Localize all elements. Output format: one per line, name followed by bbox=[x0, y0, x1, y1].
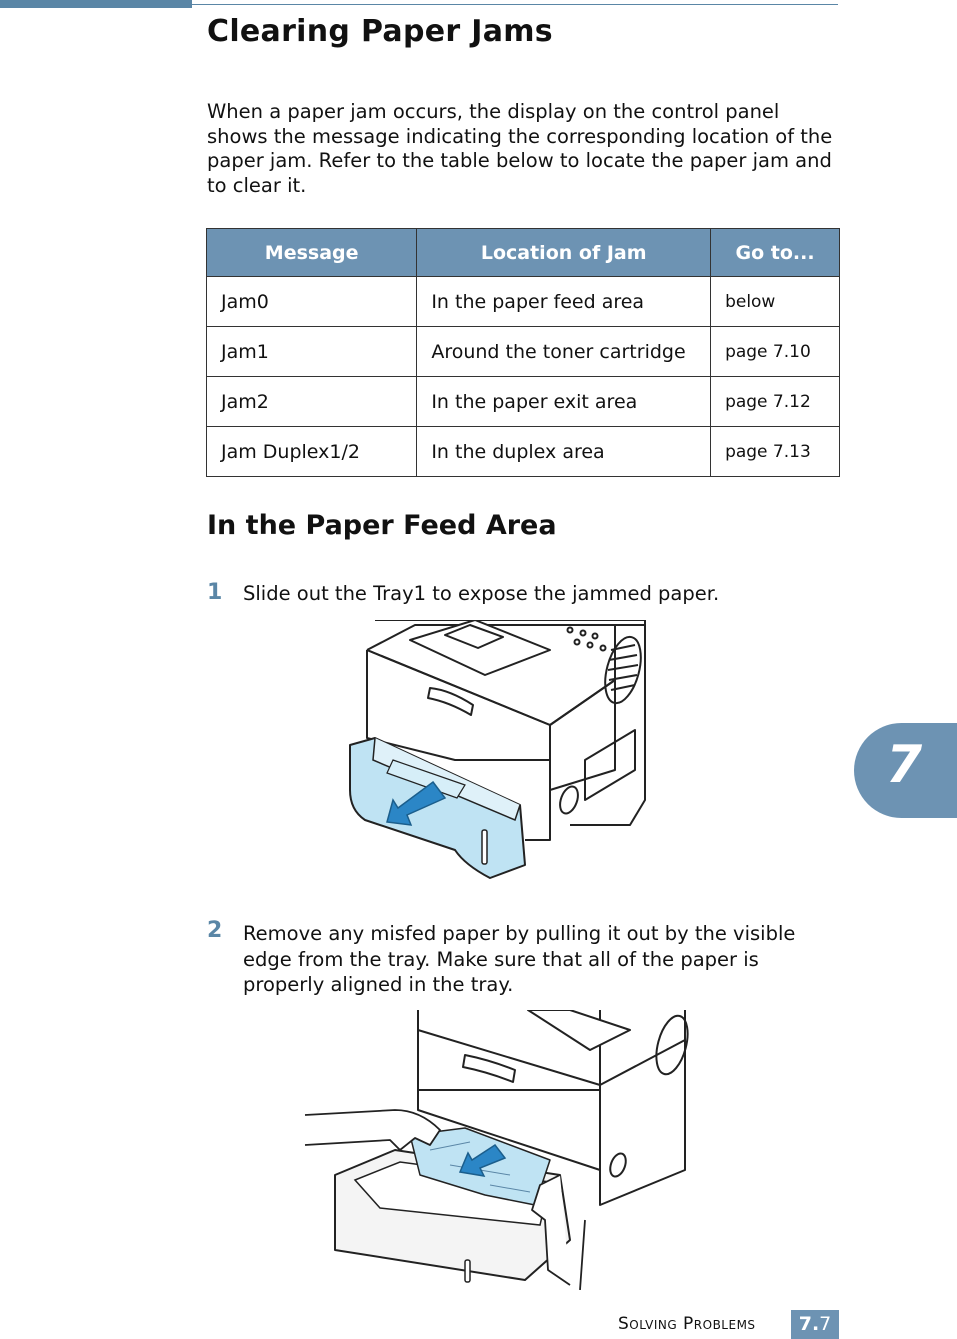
page-number-minor: 7 bbox=[819, 1313, 832, 1335]
footer-section-label: Solving Problems bbox=[618, 1314, 756, 1334]
cell-goto[interactable]: page 7.12 bbox=[711, 377, 840, 427]
cell-goto[interactable]: below bbox=[711, 277, 840, 327]
printer-tray-out-illustration bbox=[345, 620, 660, 882]
step-2-number: 2 bbox=[207, 918, 223, 943]
intro-paragraph: When a paper jam occurs, the display on the control panel shows the message indicating the corresponding location of the paper jam. Refer to the table below to locate the paper jam and to clear it. bbox=[207, 100, 833, 197]
table-row bbox=[207, 277, 840, 327]
footer-section-name bbox=[618, 1314, 756, 1334]
cell-location: Around the toner cartridge bbox=[417, 327, 711, 377]
jam-table bbox=[206, 228, 840, 477]
step-1-number: 1 bbox=[207, 580, 223, 605]
printer-paper-removal-illustration bbox=[300, 1010, 700, 1290]
header-location: Location of Jam bbox=[417, 229, 711, 277]
header-goto: Go to... bbox=[711, 229, 840, 277]
cell-location: In the paper exit area bbox=[417, 377, 711, 427]
step-2-text-line-3: properly aligned in the tray. bbox=[243, 973, 514, 996]
cell-message: Jam2 bbox=[207, 377, 417, 427]
step-2-text-line-1: Remove any misfed paper by pulling it out by the visible bbox=[243, 922, 796, 945]
chapter-number: 7 bbox=[886, 735, 923, 795]
step-2-text-line-2: edge from the tray. Make sure that all of the paper is bbox=[243, 948, 759, 971]
page-title: Clearing Paper Jams bbox=[207, 14, 553, 49]
cell-goto[interactable]: page 7.13 bbox=[711, 427, 840, 477]
header-rule bbox=[192, 4, 838, 5]
cell-message: Jam0 bbox=[207, 277, 417, 327]
cell-location: In the duplex area bbox=[417, 427, 711, 477]
table-row bbox=[207, 377, 840, 427]
cell-message: Jam Duplex1/2 bbox=[207, 427, 417, 477]
page-number-major: 7. bbox=[798, 1313, 820, 1335]
cell-goto[interactable]: page 7.10 bbox=[711, 327, 840, 377]
table-row bbox=[207, 327, 840, 377]
cell-message: Jam1 bbox=[207, 327, 417, 377]
step-1-text: Slide out the Tray1 to expose the jammed paper. bbox=[243, 582, 720, 605]
page-number-badge bbox=[791, 1310, 839, 1339]
table-row bbox=[207, 427, 840, 477]
header-message: Message bbox=[207, 229, 417, 277]
section-heading: In the Paper Feed Area bbox=[207, 510, 557, 541]
header-accent-bar bbox=[0, 0, 192, 8]
cell-location: In the paper feed area bbox=[417, 277, 711, 327]
table-header-row bbox=[207, 229, 840, 277]
